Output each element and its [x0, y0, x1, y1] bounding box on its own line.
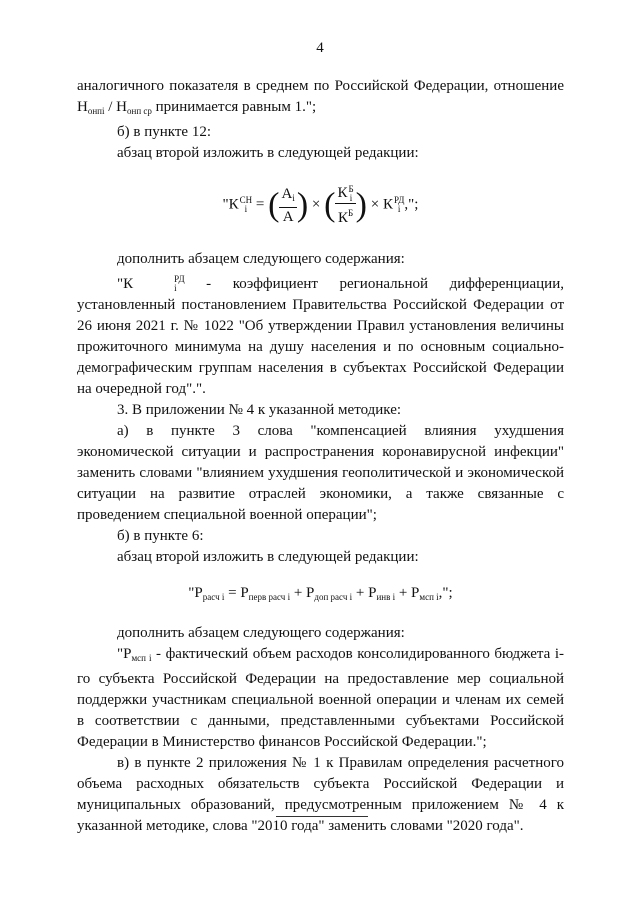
paragraph-ratio-line: $Н_{онпі} / Н_{онп ср}$ принимается равным 1."; — [77, 99, 317, 116]
formula-prasch: "$Р_{расч i} = Р_{перв расч i} + Р_{доп расч i} + Р_{инв i} + Р_{мсп i}$,"; — [188, 584, 453, 602]
paragraph-pmsp-definition: "$Р_{мсп i}$ - фактический объем расходов консолидированного бюджета i-го субъекта Российской Федерации на предоставление мер социальной поддержки участникам специальной военной операции и членам их семей в соответствии с данными, представленными субъектами Российской Федерации в Министерство финансов Российской Федерации."; — [77, 645, 564, 750]
paragraph-second-abzac-2: абзац второй изложить в следующей редакции: — [117, 548, 419, 565]
formula-ksn: "К СН i = ( $\frac{А_i}{А}$ ) × ( К Б i $К^Б$ ) × К РД i ,"; — [222, 183, 419, 226]
paragraph-add-abzac: дополнить абзацем следующего содержания: — [117, 250, 405, 267]
paragraph-point-2-appendix-1: в) в пункте 2 приложения № 1 к Правилам определения расчетного объема расходных обязательств субъекта Российской Федерации и муниципальных образований, предусмотренным приложением № 4 к указанной методике, слова "2010 года" заменить словами "2020 года". — [77, 754, 564, 834]
paragraph-point-3: а) в пункте 3 слова "компенсацией влияния ухудшения экономической ситуации и распространения коронавирусной инфекции" заменить словами "влиянием ухудшения геополитической и экономической ситуации на развитие отраслей экономики, а также связанные с проведением специальной военной операции"; — [77, 422, 564, 523]
paragraph-second-abzac: абзац второй изложить в следующей редакции: — [117, 145, 419, 161]
paragraph-continuation: аналогичного показателя в среднем по Российской Федерации, отношение — [77, 78, 564, 94]
page-number: 4 — [316, 40, 324, 56]
paragraph-krd-definition: "К РД i - коэффициент региональной дифференциации, установленный постановлением Правительства Российской Федерации от 26 июня 2021 г. № 1022 "Об утверждении Правил установления величины прожиточного минимума на душу населения и по основным социально-демографическим группам населения в субъектах Российской Федерации на очередной год".". — [77, 274, 564, 397]
paragraph-add-abzac-2: дополнить абзацем следующего содержания: — [117, 624, 405, 641]
paragraph-point-12: б) в пункте 12: — [117, 124, 211, 140]
paragraph-appendix-4: 3. В приложении № 4 к указанной методике: — [117, 401, 402, 418]
paragraph-point-6: б) в пункте 6: — [117, 527, 204, 544]
document-body — [77, 76, 564, 837]
footer-divider — [276, 816, 368, 817]
